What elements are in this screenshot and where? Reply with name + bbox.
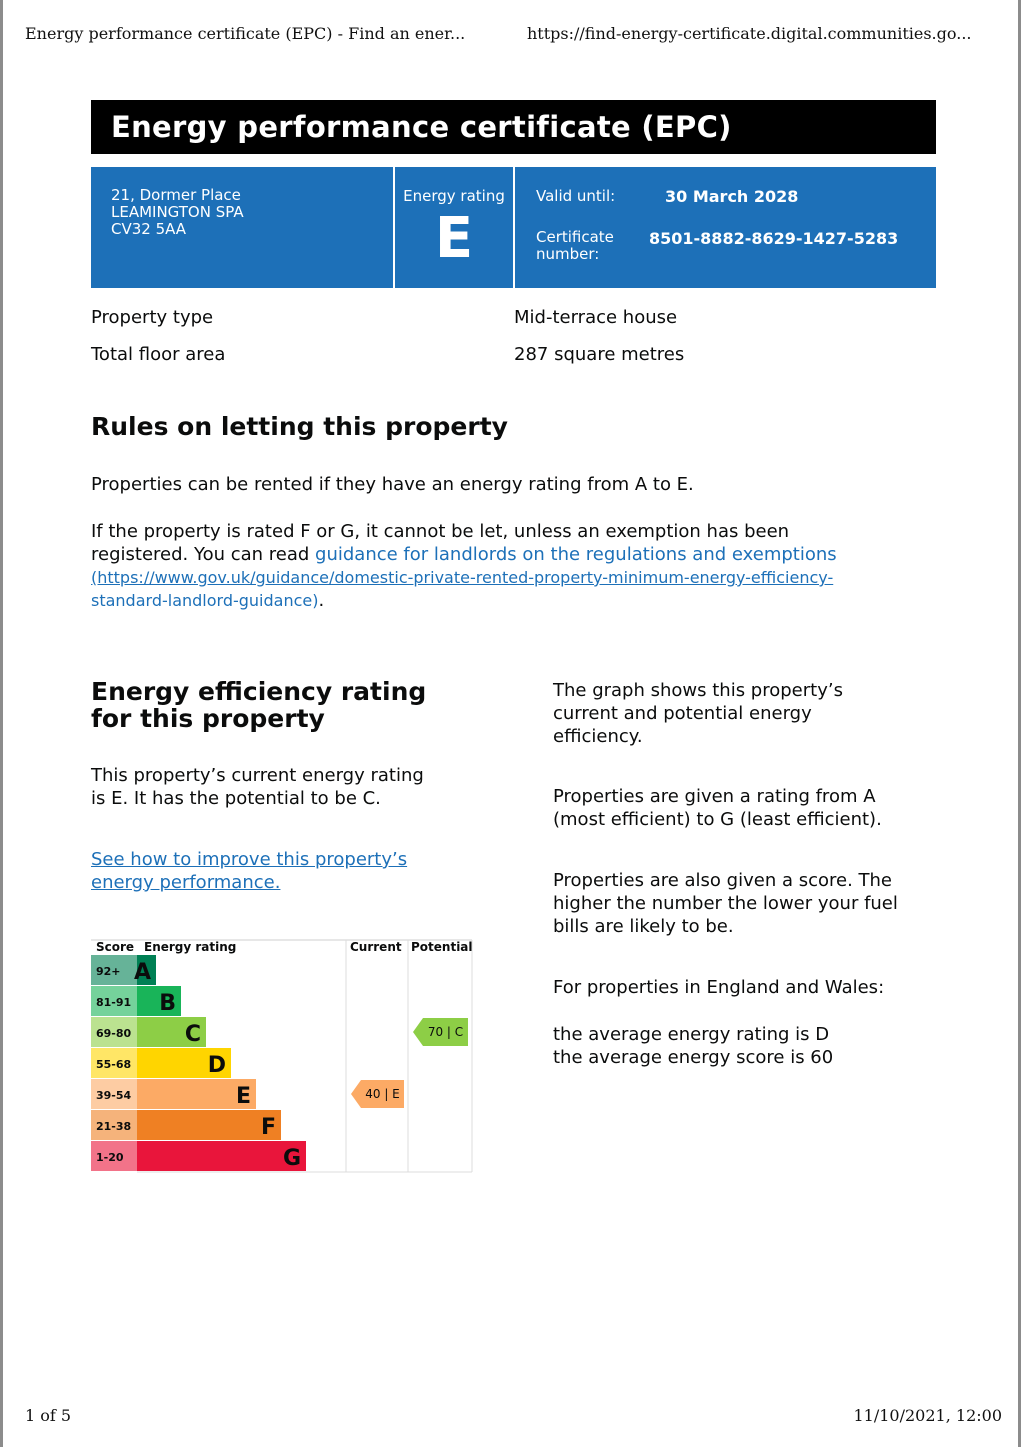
- text-line: current and potential energy: [553, 703, 812, 724]
- chart-header-rating: Energy rating: [144, 940, 237, 954]
- certificate-summary-panel: [91, 167, 936, 288]
- print-header-url: https://find-energy-certificate.digital.communities.go...: [527, 24, 972, 43]
- text-line: (most efficient) to G (least efficient).: [553, 809, 882, 830]
- paragraph-line: This property’s current energy rating: [91, 765, 424, 786]
- paragraph-line: If the property is rated F or G, it cannot be let, unless an exemption has been: [91, 521, 790, 542]
- rating-letter-e: E: [235, 1084, 251, 1109]
- heading-line: Energy efficiency rating: [91, 677, 427, 706]
- rating-letter-f: F: [260, 1115, 276, 1140]
- certificate-number-value: 8501-8882-8629-1427-5283: [649, 229, 899, 248]
- print-header-title: Energy performance certificate (EPC) - Find an ener...: [25, 24, 466, 43]
- letting-rules-paragraph: Properties can be rented if they have an energy rating from A to E.: [91, 474, 694, 495]
- energy-rating-value: E: [434, 206, 474, 271]
- property-type-value: Mid-terrace house: [514, 307, 678, 328]
- energy-rating-label: Energy rating: [403, 187, 505, 205]
- letting-rules-heading: Rules on letting this property: [91, 412, 508, 441]
- page-title: Energy performance certificate (EPC): [91, 100, 936, 154]
- address-line: CV32 5AA: [111, 220, 187, 238]
- energy-rating-chart: [90, 938, 476, 1178]
- paragraph-line: [91, 589, 951, 612]
- rating-bar-f: [137, 1110, 281, 1140]
- panel-divider: [513, 167, 515, 288]
- rating-letter-a: A: [133, 960, 151, 985]
- score-label-c: 69-80: [96, 1027, 132, 1040]
- paragraph-line: [91, 566, 951, 589]
- chart-header-current: Current: [350, 940, 402, 954]
- current-rating-label: 40 | E: [365, 1087, 400, 1101]
- rating-letter-b: B: [159, 991, 176, 1016]
- valid-until-value: 30 March 2028: [665, 187, 799, 206]
- text-line: bills are likely to be.: [553, 916, 734, 937]
- text-line: Properties are given a rating from A: [553, 786, 876, 807]
- score-label-a: 92+: [96, 965, 121, 978]
- text-line: The graph shows this property’s: [553, 680, 843, 701]
- text-line: Properties are also given a score. The: [553, 870, 892, 891]
- score-label-f: 21-38: [96, 1120, 132, 1133]
- chart-header-score: Score: [96, 940, 135, 954]
- graph-explanation: [553, 679, 943, 748]
- score-explanation: [553, 869, 943, 938]
- certificate-number-label: Certificate number:: [536, 228, 614, 263]
- chart-header-potential: Potential: [411, 940, 473, 954]
- potential-rating-label: 70 | C: [427, 1025, 464, 1039]
- link-line: [91, 848, 407, 871]
- print-footer-page: 1 of 5: [25, 1406, 72, 1425]
- rating-letter-g: G: [282, 1146, 301, 1171]
- text-line: efficiency.: [553, 726, 643, 747]
- score-label-d: 55-68: [96, 1058, 132, 1071]
- score-label-g: 1-20: [96, 1151, 124, 1164]
- average-rating-note: [553, 1023, 943, 1069]
- landlord-guidance-link[interactable]: guidance for landlords on the regulations and exemptions: [315, 544, 837, 565]
- paragraph-text: registered. You can read: [91, 544, 316, 565]
- heading-line: for this property: [91, 704, 325, 733]
- link-line: [91, 871, 407, 894]
- period-text: .: [318, 590, 325, 611]
- rating-bar-g: [137, 1141, 306, 1171]
- floor-area-value: 287 square metres: [514, 344, 685, 365]
- property-address: [111, 187, 244, 238]
- rating-letter-d: D: [207, 1053, 226, 1078]
- floor-area-label: Total floor area: [91, 344, 226, 365]
- text-line: the average energy rating is D: [553, 1024, 830, 1045]
- paragraph-line: [91, 543, 951, 566]
- current-rating-paragraph: [91, 764, 424, 810]
- region-note: For properties in England and Wales:: [553, 977, 885, 998]
- text-line: higher the number the lower your fuel: [553, 893, 898, 914]
- address-line: 21, Dormer Place: [111, 186, 241, 204]
- efficiency-heading: [91, 678, 426, 732]
- improve-link-block: [91, 848, 407, 894]
- valid-until-label: Valid until:: [536, 187, 616, 205]
- text-line: the average energy score is 60: [553, 1047, 834, 1068]
- print-footer-datetime: 11/10/2021, 12:00: [853, 1406, 1002, 1425]
- score-label-b: 81-91: [96, 996, 132, 1009]
- landlord-guidance-url-cont[interactable]: standard-landlord-guidance): [91, 591, 319, 610]
- rating-scale-explanation: [553, 785, 943, 831]
- improve-performance-link-cont[interactable]: energy performance.: [91, 872, 281, 893]
- landlord-guidance-url[interactable]: (https://www.gov.uk/guidance/domestic-private-rented-property-minimum-energy-efficiency-: [91, 568, 834, 587]
- letting-exemption-paragraph: [91, 520, 951, 612]
- score-label-e: 39-54: [96, 1089, 132, 1102]
- rating-letter-c: C: [184, 1022, 201, 1047]
- property-type-label: Property type: [91, 307, 214, 328]
- address-line: LEAMINGTON SPA: [111, 203, 244, 221]
- paragraph-line: is E. It has the potential to be C.: [91, 788, 381, 809]
- improve-performance-link[interactable]: See how to improve this property’s: [91, 849, 408, 870]
